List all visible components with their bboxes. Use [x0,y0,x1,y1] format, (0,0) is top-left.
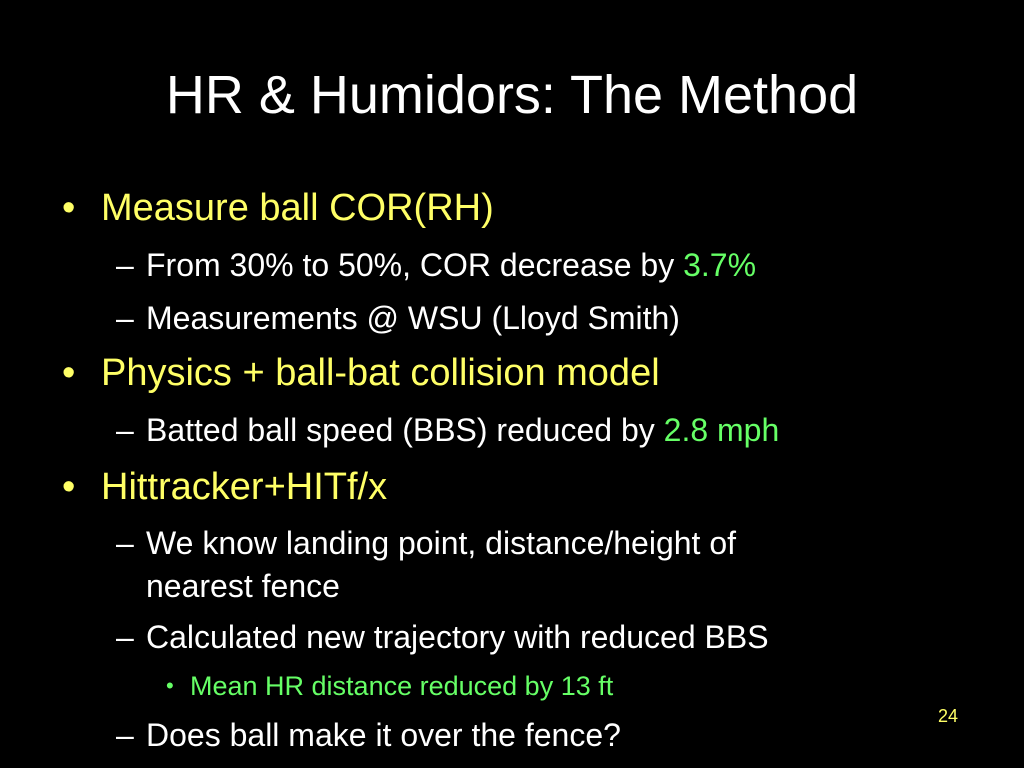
sub-bullet-main-text: Batted ball speed (BBS) reduced by [146,412,664,448]
sub-bullet-main-text: From 30% to 50%, COR decrease by [146,247,684,283]
sub-bullet-text: We know landing point, distance/height of [146,525,737,561]
bullet-marker: • [62,187,76,229]
sub-bullet-text: Measurements @ WSU (Lloyd Smith) [146,300,680,336]
dash-marker: – [116,717,134,753]
bullet-text: Physics + ball-bat collision model [101,352,660,394]
page-number: 24 [938,706,959,726]
sub-sub-bullet-text: Mean HR distance reduced by 13 ft [190,671,614,701]
sub-bullet-text [146,410,779,450]
highlight-value: 2.8 mph [663,412,780,448]
bullet-marker: • [62,352,76,394]
bullet-marker: • [166,673,174,698]
highlight-value: 3.7% [683,247,757,283]
sub-bullet-text: Does ball make it over the fence? [146,717,621,753]
bullet-text: Hittracker+HITf/x [101,466,388,508]
bullet-marker: • [62,466,76,508]
dash-marker: – [116,619,134,655]
dash-marker: – [116,525,134,561]
bullet-text: Measure ball COR(RH) [101,187,494,229]
dash-marker: – [116,300,134,336]
slide-title: HR & Humidors: The Method [165,65,859,125]
dash-marker: – [116,412,134,448]
sub-bullet-text: Calculated new trajectory with reduced BBS [146,619,769,655]
sub-bullet-text [146,245,756,285]
dash-marker: – [116,247,134,283]
sub-bullet-text: nearest fence [146,568,340,604]
